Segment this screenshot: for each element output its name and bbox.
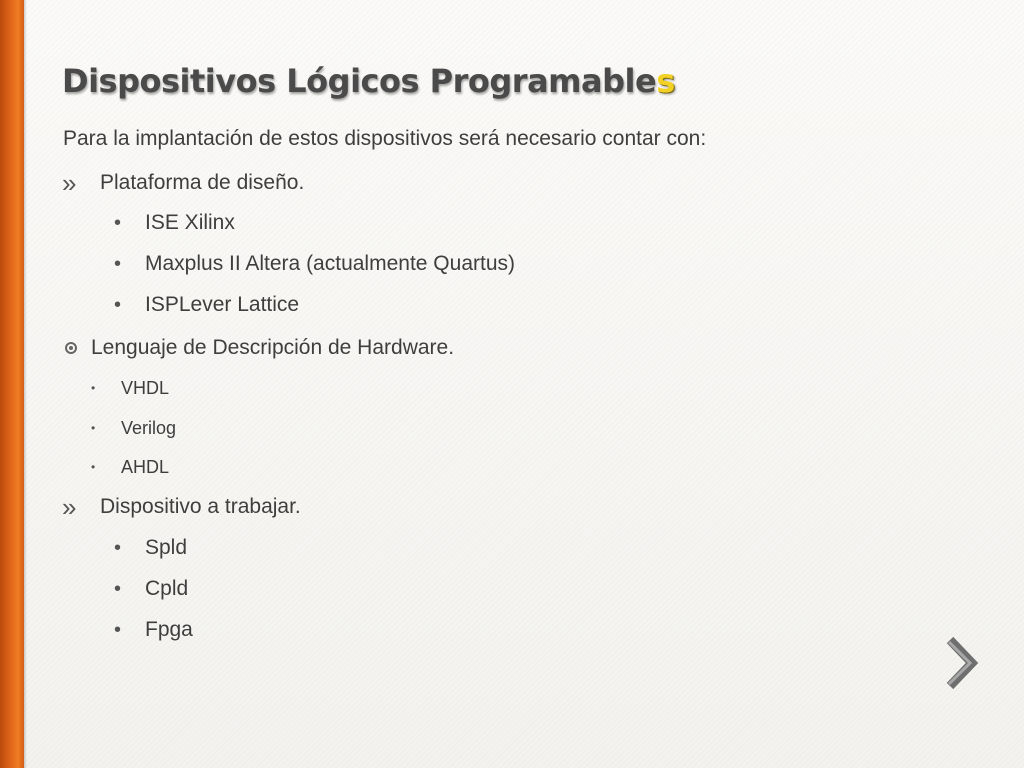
bullet-marker: • <box>91 381 96 395</box>
intro-text: Para la implantación de estos dispositivos será necesario contar con: <box>63 127 707 150</box>
bullet-marker: • <box>114 253 122 275</box>
section-device-label: Dispositivo a trabajar. <box>100 495 301 518</box>
list-item: Verilog <box>121 418 177 438</box>
raquo-marker: » <box>62 168 77 198</box>
list-item: AHDL <box>121 457 170 477</box>
list-item: Cpld <box>145 577 189 600</box>
list-item: ISE Xilinx <box>145 211 235 234</box>
list-item: Spld <box>145 536 188 559</box>
bullet-marker: • <box>114 619 122 641</box>
section-platform-label: Plataforma de diseño. <box>100 171 305 194</box>
circle-dot-icon <box>65 342 77 354</box>
list-item: Maxplus II Altera (actualmente Quartus) <box>145 252 515 275</box>
bullet-marker: • <box>114 294 122 316</box>
section-hdl-label: Lenguaje de Descripción de Hardware. <box>91 336 455 359</box>
title-main: Dispositivos Lógicos Programable <box>62 62 657 100</box>
bullet-marker: • <box>114 537 122 559</box>
title-accent-letter: s <box>656 62 675 100</box>
bullet-marker: • <box>114 212 122 234</box>
raquo-marker: » <box>62 492 77 522</box>
list-item: ISPLever Lattice <box>145 293 300 316</box>
bullet-marker: • <box>114 578 122 600</box>
bullet-marker: • <box>91 460 96 474</box>
list-item: VHDL <box>121 378 170 398</box>
orange-side-bar <box>0 0 24 768</box>
bullet-marker: • <box>91 421 96 435</box>
list-item: Fpga <box>145 618 193 641</box>
chevron-right-icon[interactable] <box>940 636 980 690</box>
slide-title <box>62 62 675 100</box>
